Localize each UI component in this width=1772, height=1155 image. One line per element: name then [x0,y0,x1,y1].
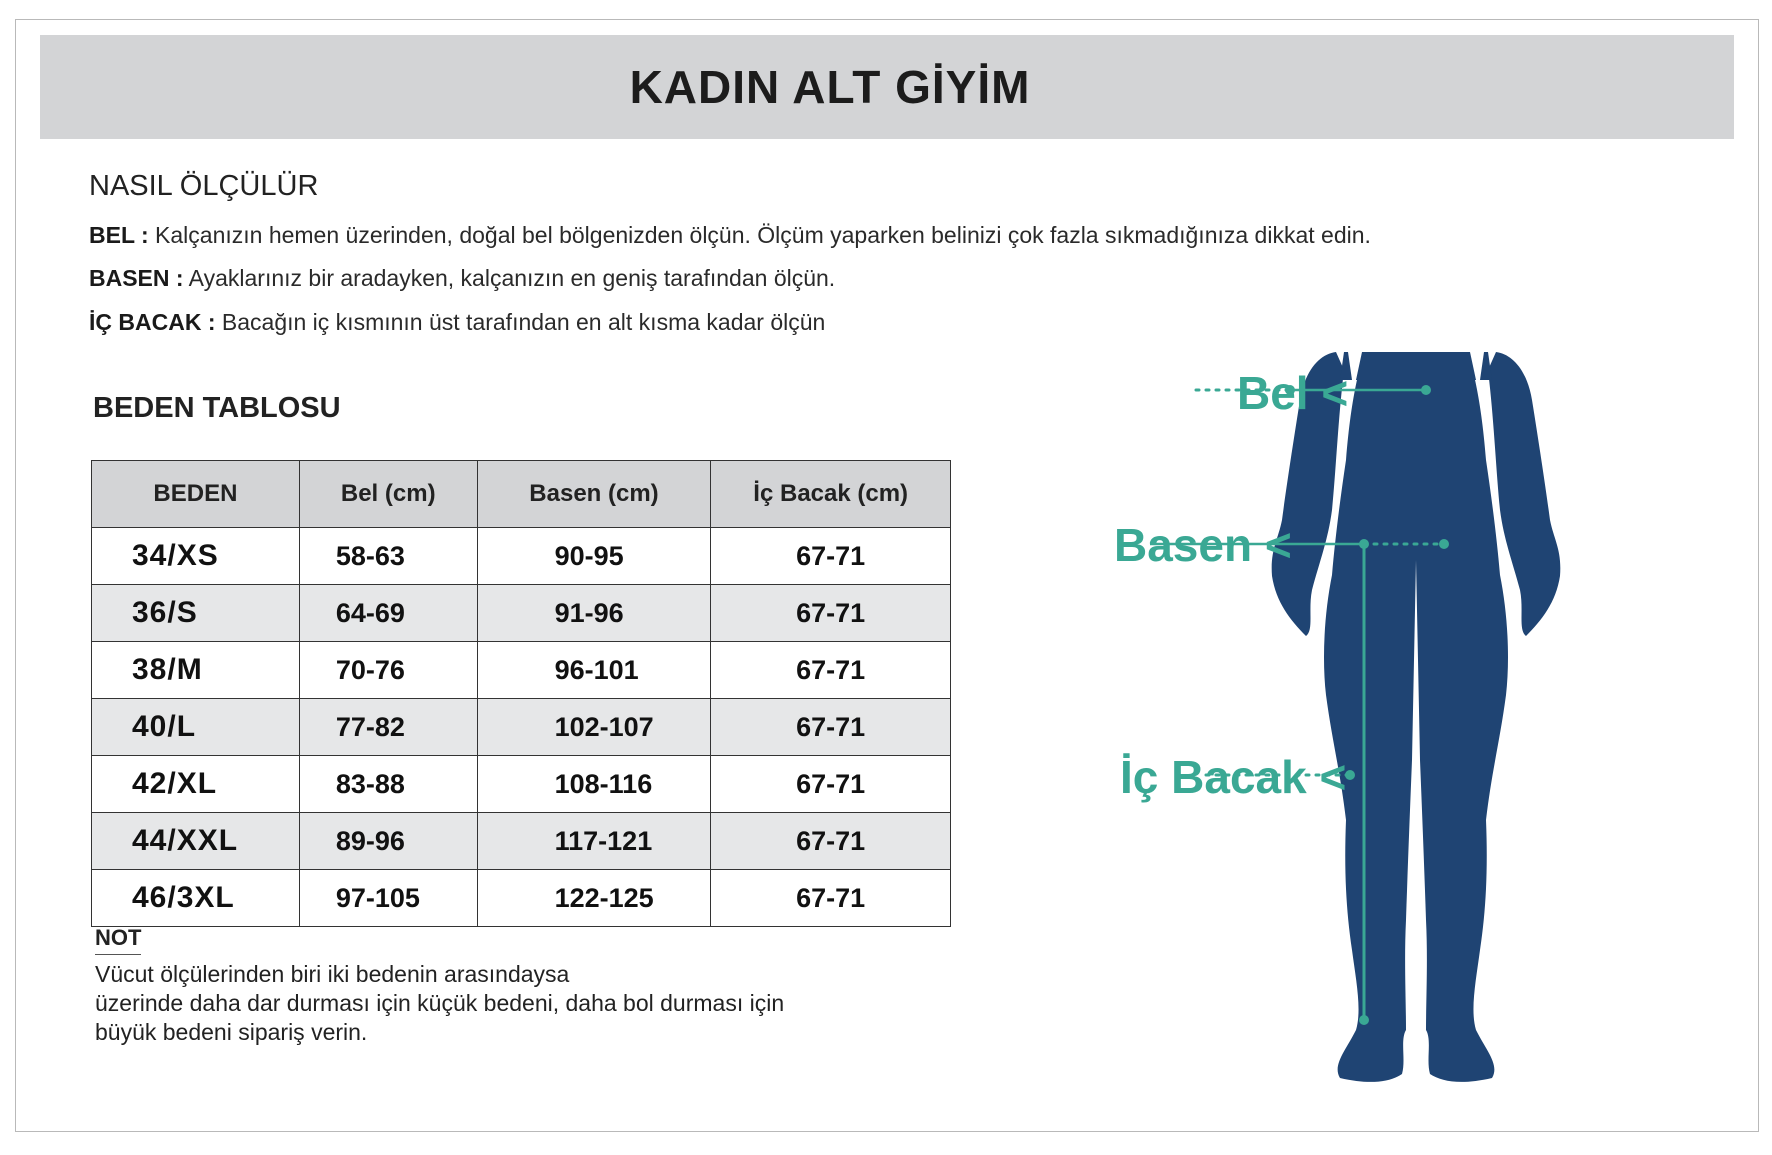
label-ic-bacak: İç Bacak < [1120,751,1347,803]
note-line: büyük bedeni sipariş verin. [95,1019,368,1045]
definition-term: İÇ BACAK : [89,309,216,335]
definition-text: Kalçanızın hemen üzerinden, doğal bel bölgenizden ölçün. Ölçüm yaparken belinizi çok fazla sıkmadığınıza dikkat edin. [148,222,1371,248]
note-line: üzerinde daha dar durması için küçük bedeni, daha bol durması için [95,990,785,1016]
measurement-figure [1100,340,1740,1100]
waist-cell: 89-96 [299,813,477,870]
definition-basen [89,265,835,292]
hip-cell: 90-95 [477,528,711,585]
inseam-cell: 67-71 [711,699,951,756]
size-cell: 38/M [92,642,300,699]
waist-cell: 83-88 [299,756,477,813]
inseam-cell: 67-71 [711,813,951,870]
body-silhouette-illustration [1100,340,1740,1100]
label-basen: Basen < [1114,519,1292,571]
size-table [91,460,951,927]
inseam-cell: 67-71 [711,642,951,699]
table-row [92,642,951,699]
waist-cell: 58-63 [299,528,477,585]
column-header-waist: Bel (cm) [299,461,477,528]
definition-text: Bacağın iç kısmının üst tarafından en alt kısma kadar ölçün [215,309,826,335]
size-cell: 36/S [92,585,300,642]
label-bel: Bel < [1237,367,1349,419]
definition-term: BEL : [89,222,149,248]
inseam-cell: 67-71 [711,756,951,813]
inseam-cell: 67-71 [711,528,951,585]
table-row [92,585,951,642]
column-header-inseam: İç Bacak (cm) [711,461,951,528]
hip-cell: 91-96 [477,585,711,642]
column-header-hip: Basen (cm) [477,461,711,528]
size-cell: 42/XL [92,756,300,813]
note-line: Vücut ölçülerinden biri iki bedenin arasındaysa [95,961,570,987]
waist-cell: 97-105 [299,870,477,927]
body-silhouette [1272,352,1561,1082]
table-row [92,870,951,927]
table-row [92,756,951,813]
definition-bel [89,222,1371,249]
page-title: KADIN ALT GİYİM [629,61,1031,113]
column-header-size: BEDEN [92,461,300,528]
waist-cell: 64-69 [299,585,477,642]
definition-ic-bacak [89,309,825,336]
hip-cell: 117-121 [477,813,711,870]
table-row [92,699,951,756]
hip-cell: 108-116 [477,756,711,813]
size-table-heading: BEDEN TABLOSU [93,392,341,424]
hip-cell: 96-101 [477,642,711,699]
table-row [92,813,951,870]
definition-term: BASEN : [89,265,184,291]
size-cell: 34/XS [92,528,300,585]
inseam-cell: 67-71 [711,870,951,927]
size-cell: 40/L [92,699,300,756]
size-cell: 44/XXL [92,813,300,870]
hip-cell: 122-125 [477,870,711,927]
table-row [92,528,951,585]
inseam-cell: 67-71 [711,585,951,642]
title-banner [40,35,1734,139]
waist-cell: 77-82 [299,699,477,756]
note-label: NOT [95,925,141,955]
waist-cell: 70-76 [299,642,477,699]
definition-text: Ayaklarınız bir aradayken, kalçanızın en geniş tarafından ölçün. [183,265,836,291]
size-cell: 46/3XL [92,870,300,927]
how-to-measure-heading: NASIL ÖLÇÜLÜR [89,170,319,202]
note-text [95,960,995,1047]
table-header-row [92,461,951,528]
hip-cell: 102-107 [477,699,711,756]
